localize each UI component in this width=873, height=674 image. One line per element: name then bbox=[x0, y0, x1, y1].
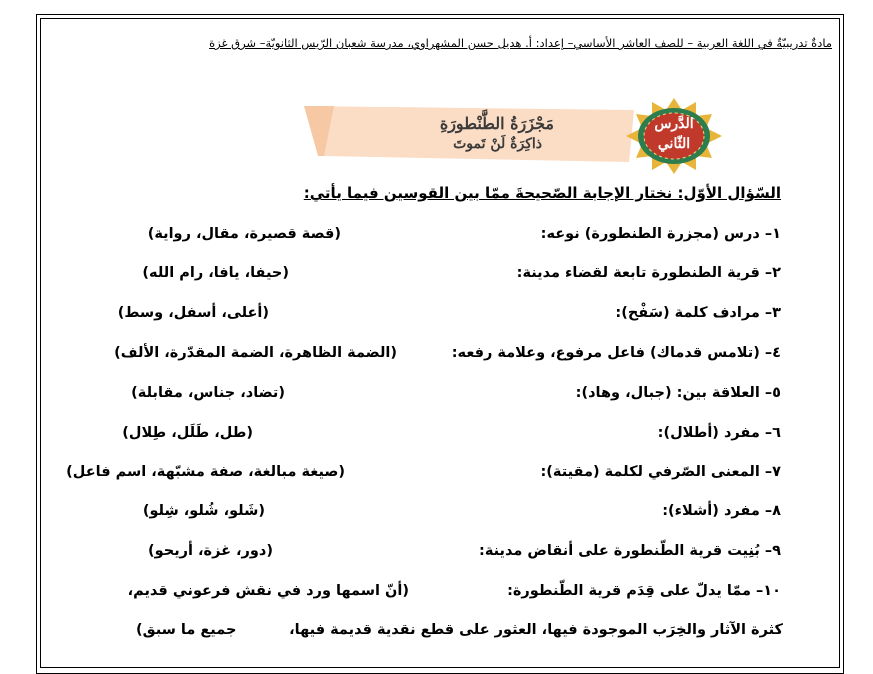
item-options: (تضاد، جناس، مقابلة) bbox=[131, 385, 285, 401]
item-options: (أنّ اسمها ورد في نقش فرعوني قديم، bbox=[127, 583, 409, 599]
item-options: (دور، غزة، أريحو) bbox=[148, 543, 273, 559]
list-item bbox=[0, 543, 873, 567]
item-stem: ٦– مفرد (أطلال): bbox=[657, 425, 781, 441]
lesson-subtitle: ذاكِرَةٌ لَنْ تَموتَ bbox=[453, 136, 542, 152]
question-title: السّؤال الأوّل: نختار الإجابة الصّحيحةَ ممّا بين القوسين فيما يأتي: bbox=[303, 184, 781, 202]
item-options: (حيفا، يافا، رام الله) bbox=[142, 265, 289, 281]
item-stem: ٨– مفرد (أشلاء): bbox=[662, 503, 781, 519]
item-stem: ١٠– ممّا يدلّ على قِدَم قرية الطّنطورة: bbox=[507, 583, 781, 599]
item-10-last-option: جميع ما سبق) bbox=[136, 622, 237, 638]
lesson-banner bbox=[304, 104, 634, 164]
item-options: (أعلى، أسفل، وسط) bbox=[117, 305, 269, 321]
list-item bbox=[0, 503, 873, 527]
item-options: (قصة قصيرة، مقال، رواية) bbox=[147, 226, 341, 242]
list-item bbox=[0, 464, 873, 488]
item-stem: ٢– قرية الطنطورة تابعة لقضاء مدينة: bbox=[516, 265, 781, 281]
document-header: مادةٌ تدريبيّةٌ في اللغة العربية – للصف العاشر الأساسي– إعداد: أ. هديل حسن المشهراوي، مدرسة شعبان الرّيس الثانويّة– شرق غزة bbox=[209, 36, 832, 50]
list-item bbox=[0, 345, 873, 369]
list-item bbox=[0, 226, 873, 250]
list-item bbox=[0, 305, 873, 329]
list-item bbox=[0, 583, 873, 607]
item-stem: ٤– (تلامس قدماك) فاعل مرفوع، وعلامة رفعه: bbox=[451, 345, 781, 361]
item-stem: ٥– العلاقة بين: (جبال، وهاد): bbox=[575, 385, 781, 401]
item-10-continuation: كثرة الآثار والخِرَب الموجودة فيها، العثور على قطع نقدية قديمة فيها، bbox=[289, 622, 783, 638]
list-item bbox=[0, 265, 873, 289]
item-options: (شَلو، شُلو، شِلو) bbox=[142, 503, 265, 519]
lesson-title: مَجْزَرَةُ الطَّنْطورَةِ bbox=[439, 114, 554, 133]
banner-shape bbox=[304, 104, 634, 164]
item-options: (طل، طَلَل، طِلال) bbox=[122, 425, 253, 441]
item-stem: ١– درس (مجزرة الطنطورة) نوعه: bbox=[540, 226, 781, 242]
item-stem: ٧– المعنى الصّرفي لكلمة (مقيتة): bbox=[540, 464, 781, 480]
list-item bbox=[0, 425, 873, 449]
item-options: (الضمة الظاهرة، الضمة المقدّرة، الألف) bbox=[114, 345, 397, 361]
lesson-badge bbox=[626, 98, 722, 174]
item-stem: ٩– بُنِيت قرية الطّنطورة على أنقاض مدينة: bbox=[479, 543, 781, 559]
badge-line-1: الدَّرس bbox=[654, 116, 694, 132]
item-stem: ٣– مرادف كلمة (سَفْح): bbox=[615, 305, 781, 321]
list-item bbox=[0, 385, 873, 409]
badge-line-2: الثّاني bbox=[657, 136, 691, 152]
item-options: (صيغة مبالغة، صفة مشبّهة، اسم فاعل) bbox=[66, 464, 345, 480]
